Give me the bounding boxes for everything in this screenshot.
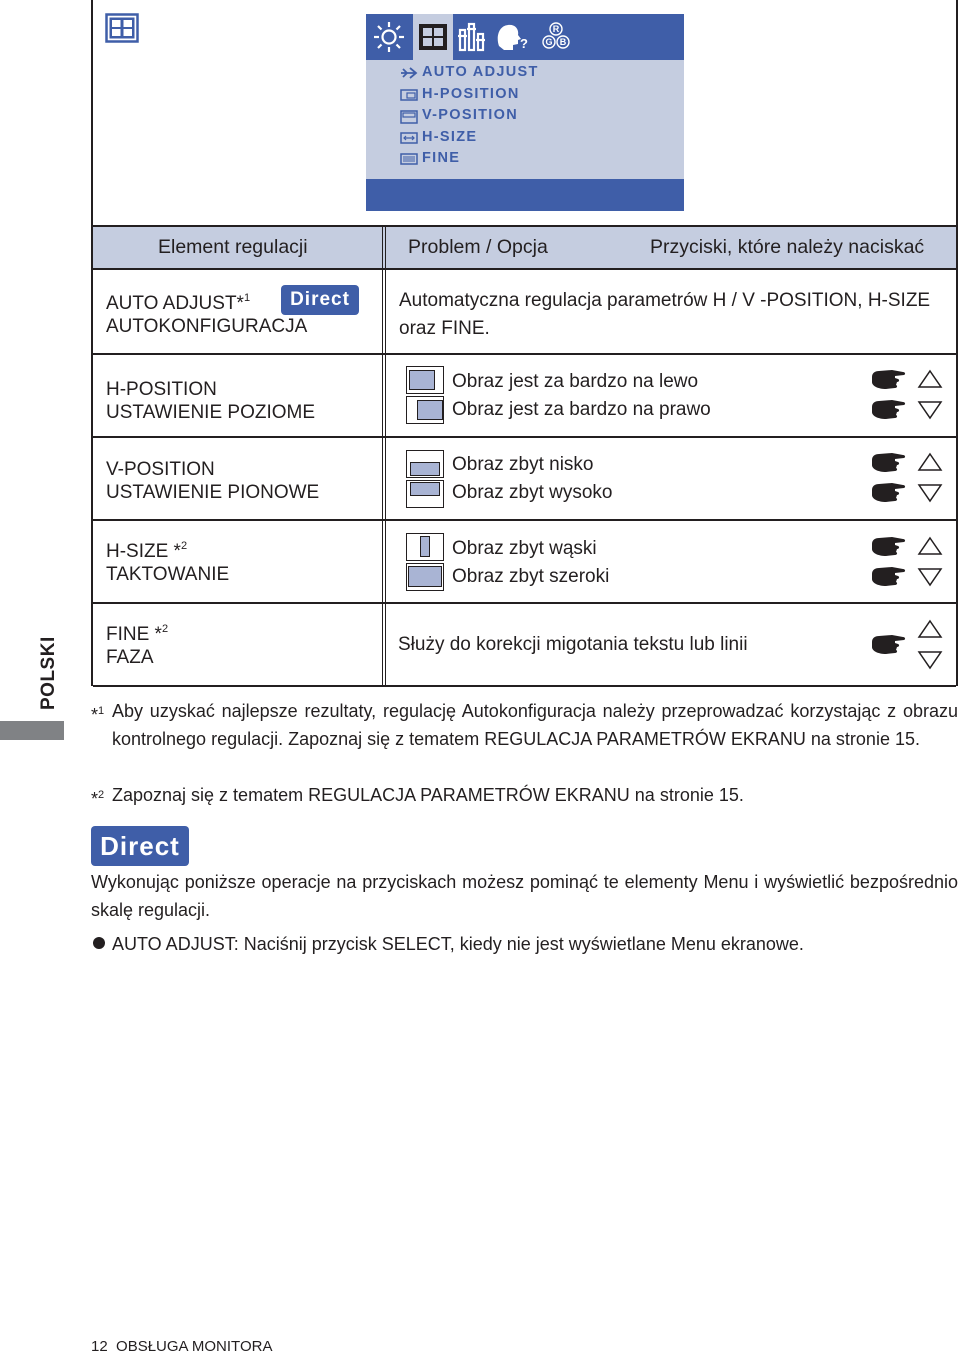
geometry-grid-icon: [416, 20, 450, 54]
language-tab-bar: [0, 721, 64, 740]
section-title: OBSŁUGA MONITORA: [116, 1338, 273, 1355]
v-position-icon: [400, 110, 418, 124]
up-triangle-icon: [919, 454, 941, 470]
hand-pointer-icon: [872, 483, 905, 502]
row-auto-adjust-description: Automatyczna regulacja parametrów H / V -POSITION, H-SIZE oraz FINE.: [399, 290, 931, 339]
up-triangle-icon: [919, 371, 941, 387]
osd-item-label: FINE: [422, 150, 461, 166]
h-position-icon: [400, 89, 418, 101]
osd-item-label: V-POSITION: [422, 107, 518, 123]
osd-item-label: H-SIZE: [422, 128, 478, 145]
page-footer: [91, 1338, 272, 1355]
osd-item-list: [400, 62, 539, 170]
up-down-buttons-icon: [870, 451, 946, 509]
fine-icon: [400, 153, 418, 165]
hand-pointer-icon: [872, 567, 905, 586]
row-h-position-name: H-POSITION USTAWIENIE POZIOME: [106, 379, 316, 423]
screen-shift-right-icon: [406, 396, 444, 424]
row-divider: [93, 519, 956, 521]
up-triangle-icon: [919, 538, 941, 554]
h-size-icon: [400, 132, 418, 144]
footnote-1: *$^1$ Aby uzyskać najlepsze rezultaty, regulację Autokonfiguracja należy przeprowadzać korzystając z obrazu kontrolnego regulacji. Zapoznaj się z tematem REGULACJA PARAMETRÓW EKRANU na stronie 15.: [91, 701, 958, 749]
up-down-buttons-icon: [870, 618, 946, 676]
screen-wide-icon: [406, 563, 444, 591]
svg-text:B: B: [559, 37, 567, 47]
up-down-buttons-icon: [870, 368, 946, 426]
auto-adjust-arrow-icon: [400, 67, 418, 79]
svg-text:?: ?: [520, 36, 528, 51]
direct-badge: Direct: [281, 285, 359, 315]
down-triangle-icon: [919, 402, 941, 418]
language-help-icon: [494, 20, 530, 54]
adjust-sliders-icon: [456, 20, 490, 54]
svg-text:R: R: [552, 24, 560, 34]
problem-text: Obraz zbyt wysoko: [452, 482, 613, 503]
osd-footer-bar: [366, 179, 684, 211]
up-triangle-icon: [919, 621, 941, 637]
row-h-size-name: H-SIZE *$^2$ TAKTOWANIE: [106, 540, 230, 585]
table-header: [93, 225, 956, 270]
screen-narrow-icon: [406, 533, 444, 561]
header-problem: Problem / Opcja: [408, 236, 548, 258]
hand-pointer-icon: [872, 537, 905, 556]
osd-item-label: AUTO ADJUST: [422, 64, 539, 80]
problem-text: Obraz zbyt nisko: [452, 454, 594, 475]
svg-text:G: G: [545, 37, 553, 47]
direct-section-badge: Direct: [91, 826, 189, 866]
down-triangle-icon: [919, 652, 941, 668]
problem-text: Obraz zbyt szeroki: [452, 566, 610, 587]
row-fine-description: Służy do korekcji migotania tekstu lub linii: [398, 634, 748, 655]
row-divider: [93, 353, 956, 355]
row-divider: [93, 685, 956, 687]
screen-shift-down-icon: [406, 450, 444, 478]
screen-shift-left-icon: [406, 366, 444, 394]
geometry-menu-icon: [105, 13, 139, 43]
hand-pointer-icon: [872, 400, 905, 419]
row-fine-name: FINE *$^2$ FAZA: [106, 623, 169, 668]
page-number: 12: [91, 1338, 108, 1355]
screen-shift-up-icon: [406, 480, 444, 508]
osd-item-v-position[interactable]: [400, 105, 539, 127]
osd-item-auto-adjust[interactable]: [400, 62, 539, 84]
bullet-icon: [93, 937, 105, 949]
down-triangle-icon: [919, 569, 941, 585]
hand-pointer-icon: [872, 370, 905, 389]
direct-paragraph: Wykonując poniższe operacje na przyciskach możesz pominąć te elementy Menu i wyświetlić bezpośrednio skalę regulacji.: [91, 872, 958, 920]
problem-text: Obraz jest za bardzo na lewo: [452, 371, 699, 392]
language-side-tab: [0, 600, 64, 740]
up-down-buttons-icon: [870, 535, 946, 593]
header-element: Element regulacji: [158, 236, 308, 258]
row-v-position-name: V-POSITION USTAWIENIE PIONOWE: [106, 459, 320, 503]
problem-text: Obraz zbyt wąski: [452, 538, 597, 559]
header-buttons: Przyciski, które należy naciskać: [650, 236, 925, 258]
row-divider: [93, 436, 956, 438]
osd-menu: [366, 14, 684, 211]
row-divider: [93, 602, 956, 604]
osd-item-fine[interactable]: [400, 148, 539, 170]
problem-text: Obraz jest za bardzo na prawo: [452, 399, 711, 420]
color-rgb-icon: [538, 20, 574, 54]
osd-item-h-size[interactable]: [400, 127, 539, 149]
brightness-sun-icon: [372, 20, 406, 54]
osd-item-h-position[interactable]: [400, 84, 539, 106]
footnote-2: *$^2$ Zapoznaj się z tematem REGULACJA PARAMETRÓW EKRANU na stronie 15.: [91, 785, 744, 809]
language-label: POLSKI: [38, 636, 59, 710]
column-separator: [382, 225, 386, 686]
osd-item-label: H-POSITION: [422, 85, 520, 102]
down-triangle-icon: [919, 485, 941, 501]
direct-bullet-item: AUTO ADJUST: Naciśnij przycisk SELECT, kiedy nie jest wyświetlane Menu ekranowe.: [93, 932, 804, 956]
hand-pointer-icon: [872, 635, 905, 654]
hand-pointer-icon: [872, 453, 905, 472]
row-auto-adjust-name: AUTO ADJUST*$^1$ AUTOKONFIGURACJA: [106, 292, 308, 337]
